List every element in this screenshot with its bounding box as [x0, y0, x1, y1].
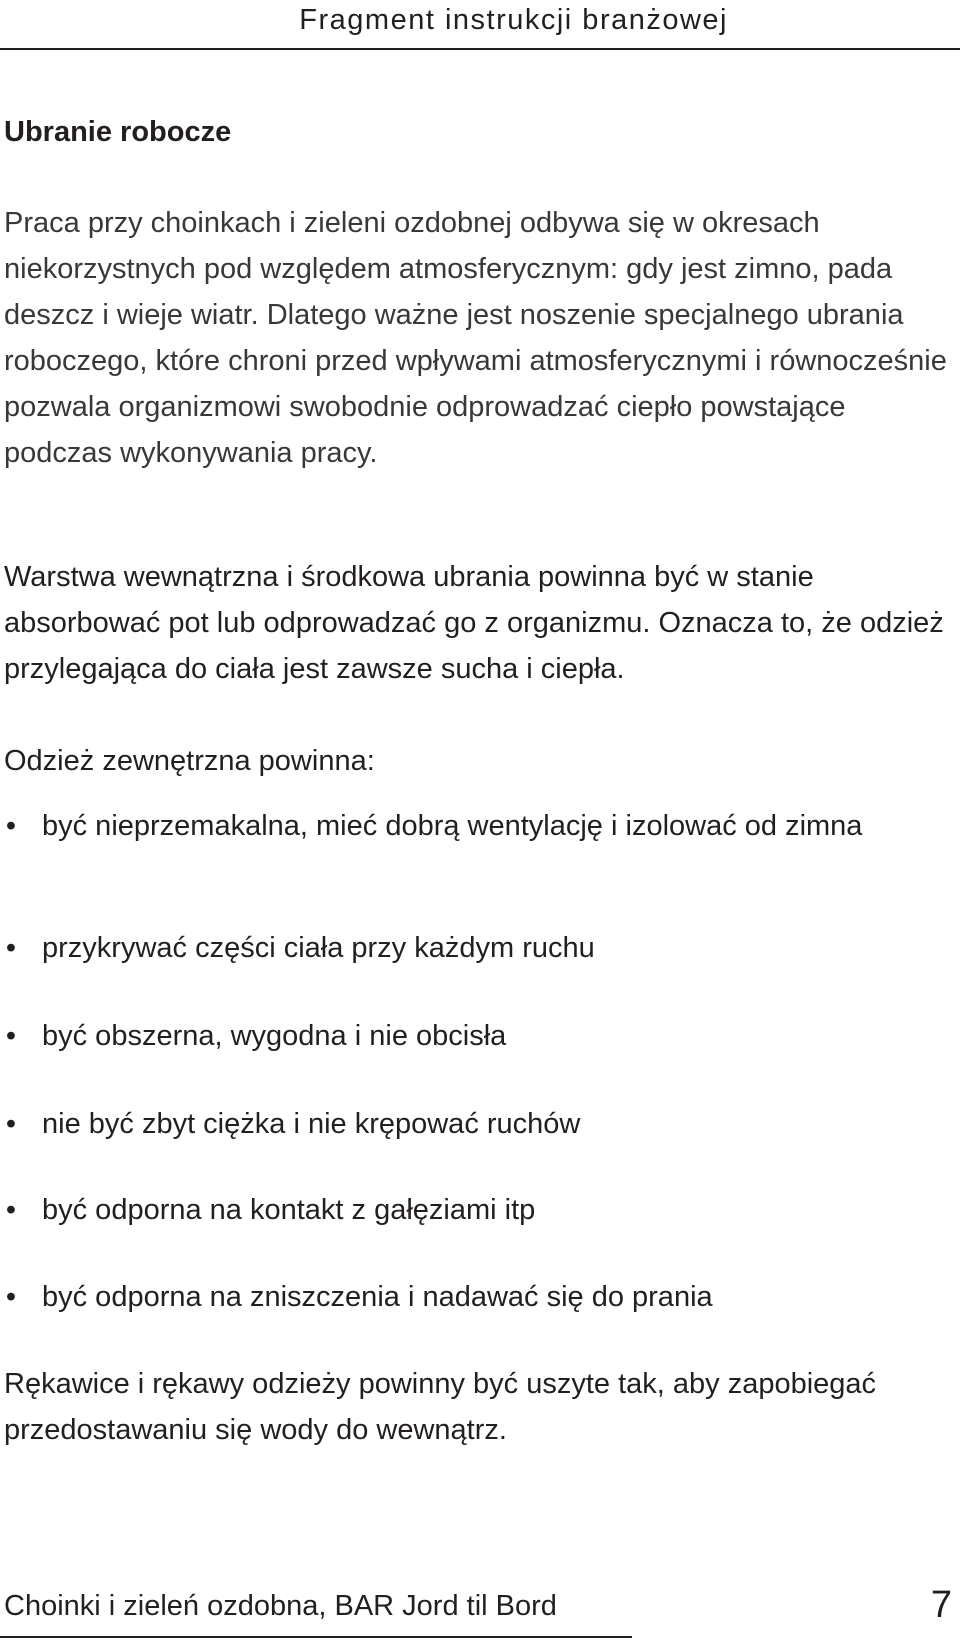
list-item-text: być nieprzemakalna, mieć dobrą wentylację i izolować od zimna — [42, 810, 863, 842]
bullet-icon: • — [5, 810, 17, 842]
footer-title: Choinki i zieleń ozdobna, BAR Jord til Bord — [4, 1590, 557, 1622]
bullet-icon: • — [5, 932, 17, 964]
list-item-text: być odporna na zniszczenia i nadawać się do prania — [42, 1281, 713, 1313]
bullet-icon: • — [5, 1020, 17, 1052]
section-heading: Ubranie robocze — [4, 116, 232, 148]
list-item-text: nie być zbyt ciężka i nie krępować ruchów — [42, 1108, 581, 1140]
closing-paragraph: Rękawice i rękawy odzieży powinny być uszyte tak, aby zapobiegać przedostawaniu się wody do wewnątrz. — [4, 1368, 877, 1446]
list-item-text: być obszerna, wygodna i nie obcisła — [42, 1020, 507, 1052]
bullet-icon: • — [5, 1281, 17, 1313]
bullet-icon: • — [5, 1194, 17, 1226]
header-title: Fragment instrukcji branżowej — [299, 4, 728, 36]
page-header — [0, 0, 960, 50]
intro-paragraph: Praca przy choinkach i zieleni ozdobnej odbywa się w okresach niekorzystnych pod względem atmosferycznym: gdy jest zimno, pada deszcz i wieje wiatr. Dlatego ważne jest noszenie specjalnego ubrania roboczego, które chroni przed wpływami atmosferycznymi i równocześnie pozwala organizmowi swobodnie odprowadzać ciepło powstające podczas wykonywania pracy. — [4, 207, 947, 469]
list-item-text: przykrywać części ciała przy każdym ruchu — [42, 932, 595, 964]
outer-clothing-intro: Odzież zewnętrzna powinna: — [4, 745, 375, 777]
list-item-text: być odporna na kontakt z gałęziami itp — [42, 1194, 536, 1226]
page-number: 7 — [930, 1584, 952, 1626]
bullet-icon: • — [5, 1108, 17, 1140]
layers-paragraph: Warstwa wewnątrzna i środkowa ubrania powinna być w stanie absorbować pot lub odprowadzać go z organizmu. Oznacza to, że odzież przylegająca do ciała jest zawsze sucha i ciepła. — [4, 561, 944, 685]
page-footer — [0, 1584, 960, 1642]
footer-divider — [0, 1636, 632, 1638]
